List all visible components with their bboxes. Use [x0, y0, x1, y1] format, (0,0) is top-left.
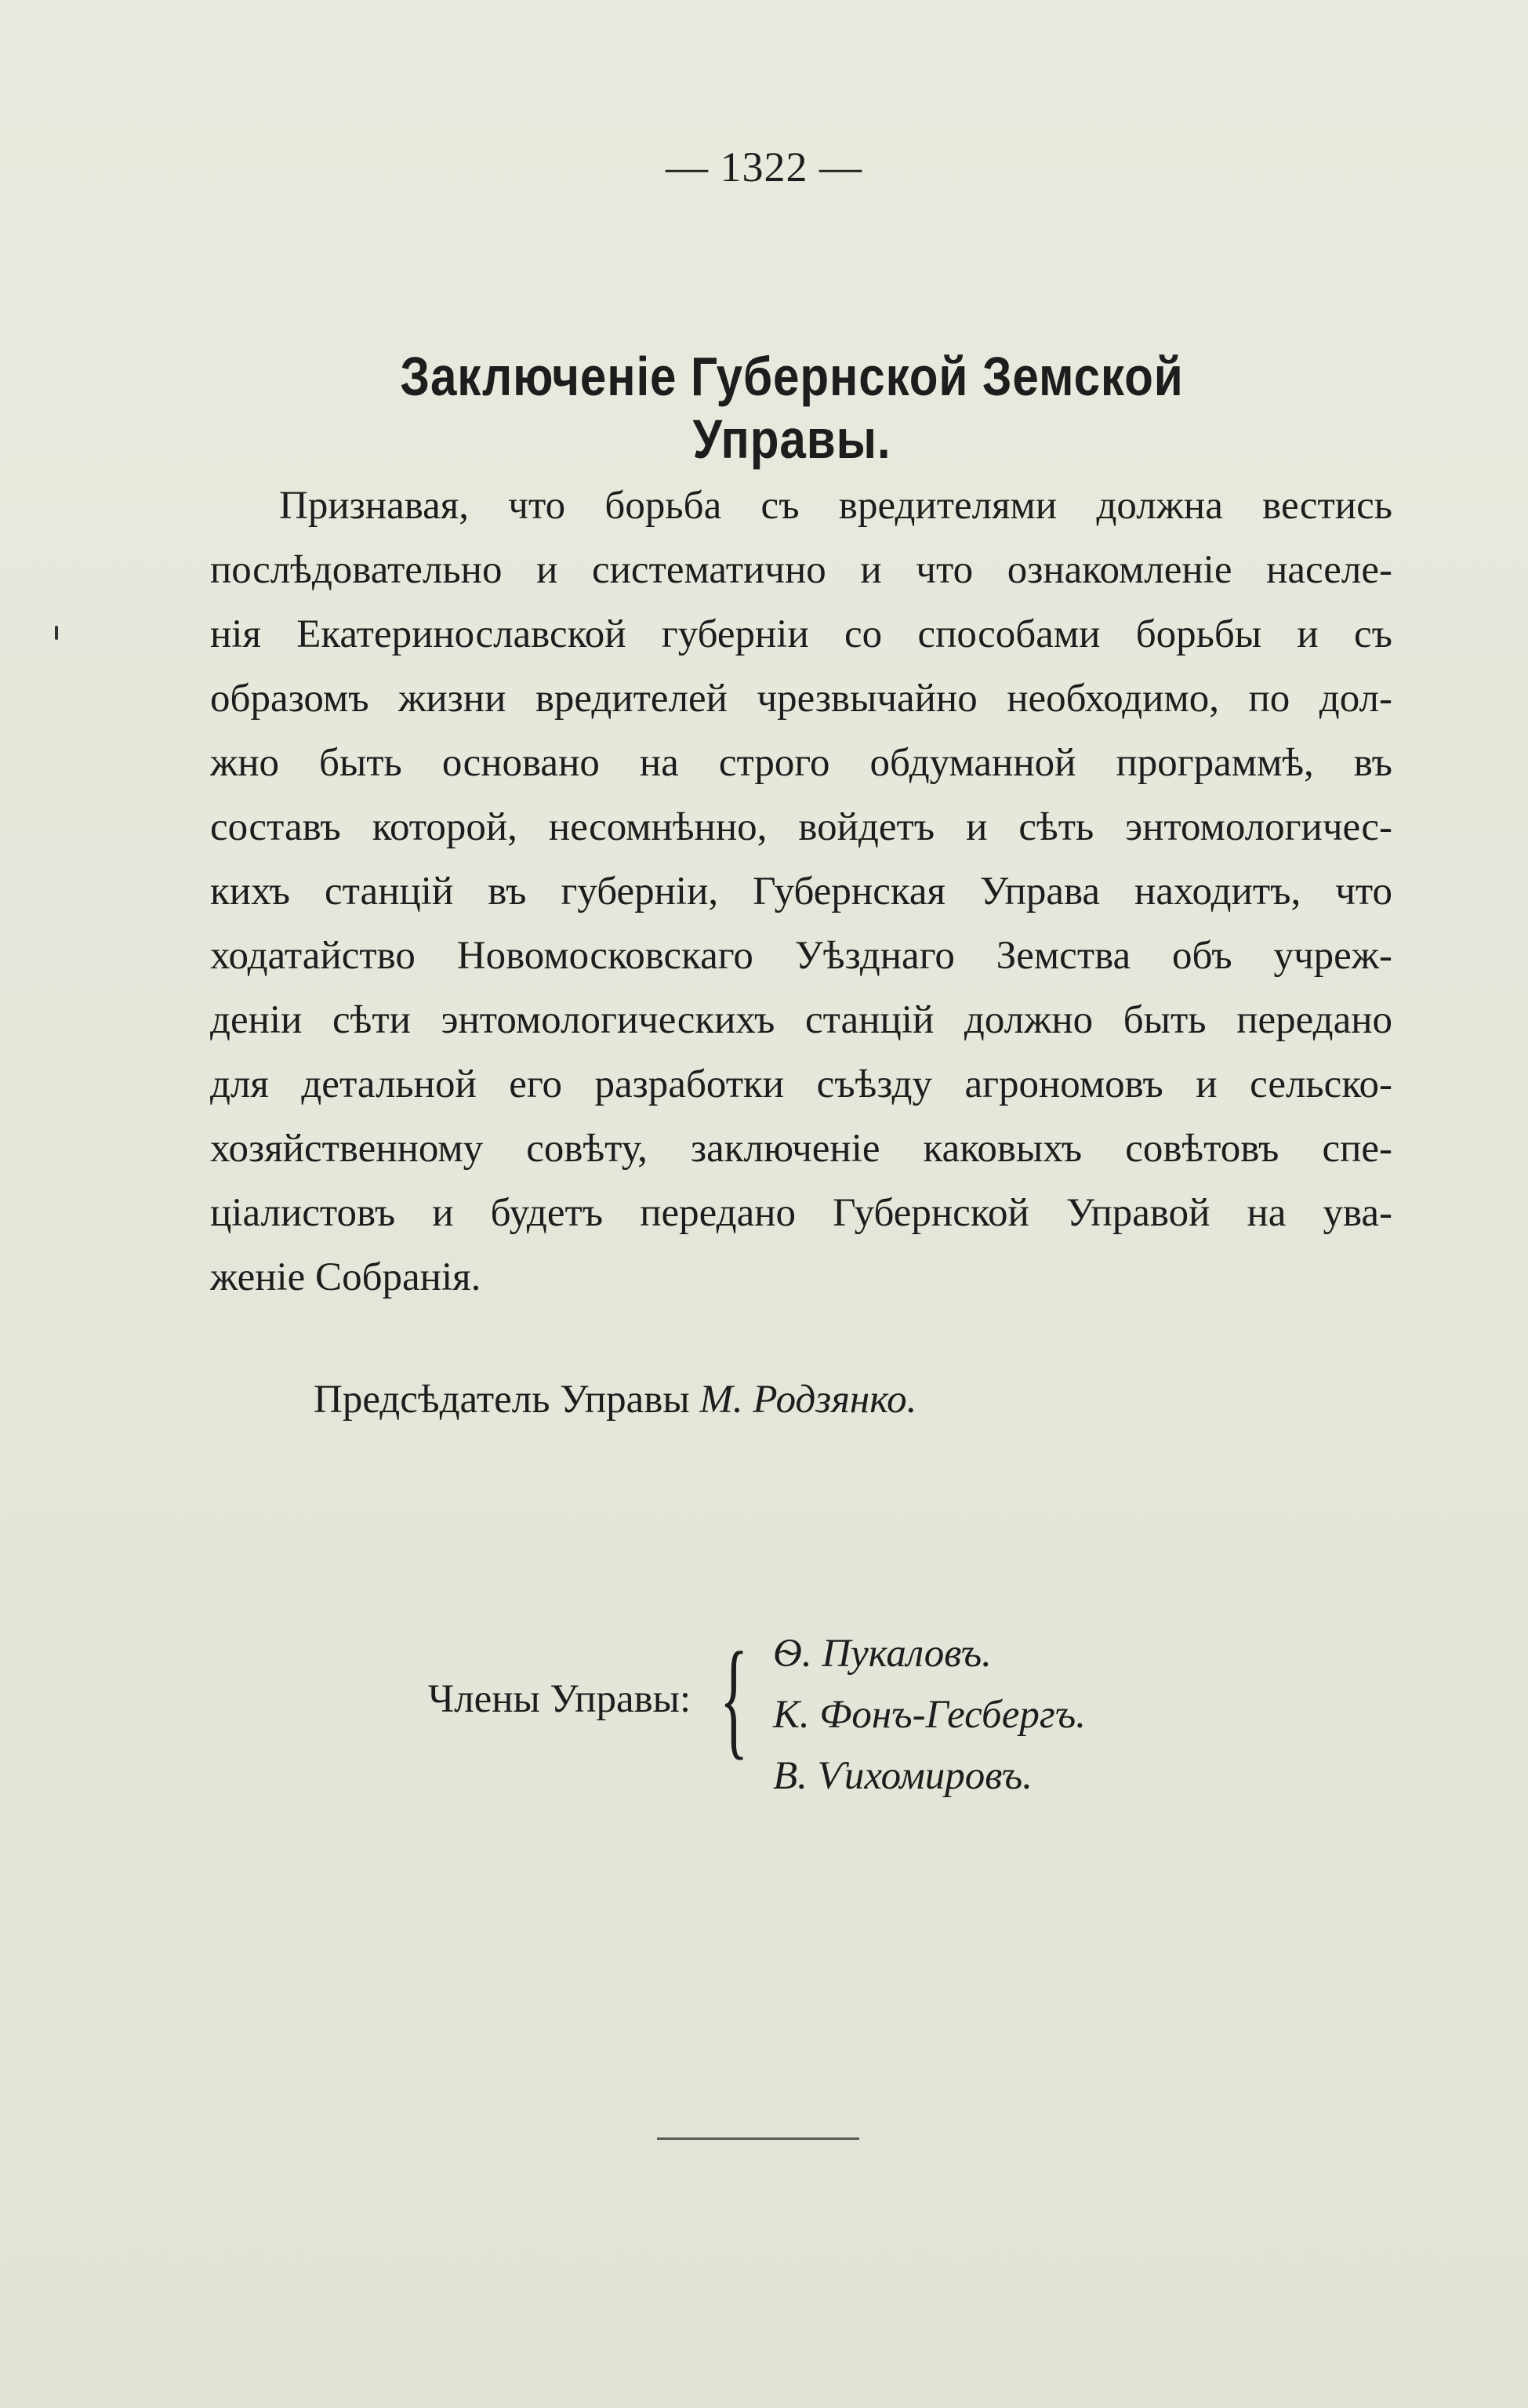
- body-line: нія Екатеринославской губерніи со способами борьбы и съ: [210, 612, 1392, 656]
- ink-speck: [55, 626, 58, 640]
- members-label: Члены Управы:: [428, 1677, 691, 1721]
- member-name: В. Ѵихомировъ.: [773, 1754, 1033, 1798]
- body-line: ходатайство Новомосковскаго Уѣзднаго Земства объ учреж-: [210, 934, 1392, 978]
- chairman-label: Предсѣдатель Управы: [314, 1378, 690, 1422]
- body-line: Признавая, что борьба съ вредителями должна вестись: [279, 484, 1392, 528]
- body-line: хозяйственному совѣту, заключеніе каковыхъ совѣтовъ спе-: [210, 1127, 1392, 1171]
- document-title: Заключеніе Губернской Земской Управы.: [400, 346, 1184, 470]
- body-paragraph: [210, 474, 1392, 1309]
- body-line: образомъ жизни вредителей чрезвычайно необходимо, по дол-: [210, 677, 1392, 721]
- end-rule: [657, 2137, 859, 2140]
- body-line: послѣдовательно и систематично и что ознакомленіе населе-: [210, 548, 1392, 592]
- member-name: К. Фонъ-Гесбергъ.: [773, 1693, 1086, 1737]
- body-line: женіе Собранія.: [210, 1255, 481, 1299]
- body-line: для детальной его разработки съѣзду агрономовъ и сельско-: [210, 1062, 1392, 1106]
- body-line: жно быть основано на строго обдуманной программѣ, въ: [210, 741, 1392, 785]
- chairman-signature: [314, 1377, 916, 1422]
- body-line: деніи сѣти энтомологическихъ станцій должно быть передано: [210, 998, 1392, 1042]
- member-name: Ѳ. Пукаловъ.: [773, 1632, 992, 1676]
- members-brace: {: [720, 1625, 749, 1771]
- body-line: ціалистовъ и будетъ передано Губернской Управой на ува-: [210, 1191, 1392, 1235]
- chairman-name: М. Родзянко.: [699, 1378, 917, 1422]
- body-line: кихъ станцій въ губерніи, Губернская Управа находитъ, что: [210, 870, 1392, 913]
- body-line: составъ которой, несомнѣнно, войдетъ и сѣть энтомологичес-: [210, 805, 1392, 849]
- page-number: — 1322 —: [666, 143, 862, 191]
